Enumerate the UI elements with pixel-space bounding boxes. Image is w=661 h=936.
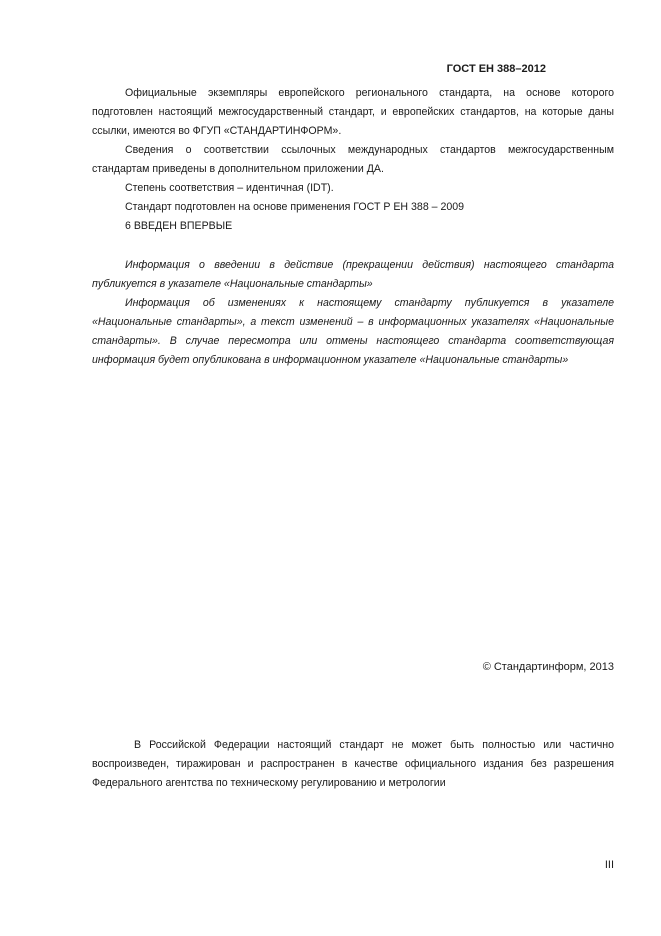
intro-paragraph-1: Официальные экземпляры европейского регионального стандарта, на основе которого подготовлен настоящий межгосударственный стандарт, и европейских стандартов, на которые даны ссылки, имеются во ФГУП «СТАНДАРТИНФОРМ». [92, 87, 614, 137]
standard-code: ГОСТ ЕН 388–2012 [446, 63, 546, 75]
publication-notice [92, 256, 614, 370]
intro-paragraph-2: Сведения о соответствии ссылочных международных стандартов межгосударственным стандартам приведены в дополнительном приложении ДА. [92, 144, 614, 175]
page-number: III [604, 859, 614, 871]
reproduction-notice [92, 736, 614, 793]
intro-paragraph-3: Степень соответствия – идентичная (IDT). [125, 182, 334, 194]
notice-paragraph-1: Информация о введении в действие (прекращении действия) настоящего стандарта публикуется в указателе «Национальные стандарты» [92, 259, 614, 290]
copyright-line: © Стандартинформ, 2013 [482, 661, 614, 673]
intro-section [92, 84, 614, 236]
intro-paragraph-4: Стандарт подготовлен на основе применения ГОСТ Р ЕН 388 – 2009 [125, 201, 465, 213]
notice-paragraph-2: Информация об изменениях к настоящему стандарту публикуется в указателе «Национальные стандарты», а текст изменений – в информационных указателях «Национальные стандарты». В случае пересмотра или отмены настоящего стандарта соответствующая информация будет опубликована в информационном указателе «Национальные стандарты» [92, 297, 614, 366]
intro-paragraph-5: 6 ВВЕДЕН ВПЕРВЫЕ [125, 220, 233, 232]
reproduction-notice-text: В Российской Федерации настоящий стандарт не может быть полностью или частично воспроизведен, тиражирован и распространен в качестве официального издания без разрешения Федерального агентства по техническому регулированию и метрологии [92, 739, 614, 789]
